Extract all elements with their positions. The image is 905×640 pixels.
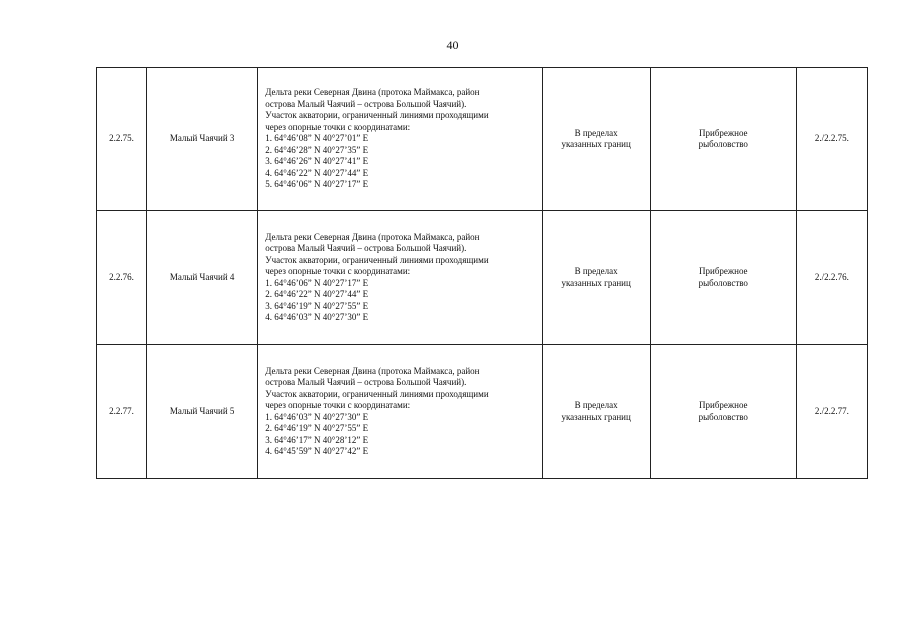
reference-cell: 2./2.2.77. bbox=[796, 345, 867, 479]
coordinate-point: 4. 64°45’59” N 40°27’42” E bbox=[265, 446, 369, 456]
area-name-cell: Малый Чаячий 3 bbox=[147, 68, 258, 211]
area-description-cell bbox=[258, 211, 542, 345]
purpose-line: рыболовство bbox=[698, 139, 748, 149]
table-row bbox=[97, 211, 868, 345]
reference-cell: 2./2.2.76. bbox=[796, 211, 867, 345]
coordinate-point: 2. 64°46’22” N 40°27’44” E bbox=[265, 289, 369, 299]
description-line: Дельта реки Северная Двина (протока Маймакса, район bbox=[265, 365, 480, 376]
description-line: через опорные точки с координатами: bbox=[265, 400, 411, 410]
purpose-line: рыболовство bbox=[698, 277, 748, 288]
boundaries-line: В пределах bbox=[574, 400, 618, 410]
boundaries-line: указанных границ bbox=[561, 277, 631, 288]
coordinate-point: 3. 64°46’17” N 40°28’12” E bbox=[265, 434, 369, 445]
coordinate-point: 5. 64°46’06” N 40°27’17” E bbox=[265, 179, 369, 190]
description-line: острова Малый Чаячий – острова Большой Чаячий). bbox=[265, 98, 467, 109]
description-line: Дельта реки Северная Двина (протока Маймакса, район bbox=[265, 87, 480, 98]
purpose-cell bbox=[650, 68, 796, 211]
boundaries-line: В пределах bbox=[574, 266, 618, 276]
boundaries-line: указанных границ bbox=[561, 139, 631, 149]
description-line: Участок акватории, ограниченный линиями проходящими bbox=[265, 110, 489, 121]
coordinate-point: 4. 64°46’22” N 40°27’44” E bbox=[265, 167, 369, 178]
coordinate-point: 2. 64°46’28” N 40°27’35” E bbox=[265, 144, 369, 155]
coordinate-point: 4. 64°46’03” N 40°27’30” E bbox=[265, 312, 369, 322]
row-number-cell: 2.2.76. bbox=[97, 211, 147, 345]
boundaries-cell bbox=[542, 211, 650, 345]
purpose-line: Прибрежное bbox=[699, 400, 748, 410]
purpose-line: рыболовство bbox=[698, 411, 748, 422]
coordinate-point: 1. 64°46’03” N 40°27’30” E bbox=[265, 411, 369, 422]
reference-cell: 2./2.2.75. bbox=[796, 68, 867, 211]
description-line: Дельта реки Северная Двина (протока Маймакса, район bbox=[265, 231, 480, 242]
area-name-cell: Малый Чаячий 4 bbox=[147, 211, 258, 345]
purpose-cell bbox=[650, 211, 796, 345]
boundaries-line: указанных границ bbox=[561, 411, 631, 422]
purpose-cell bbox=[650, 345, 796, 479]
row-number-cell: 2.2.75. bbox=[97, 68, 147, 211]
fishing-areas-table bbox=[96, 67, 868, 479]
coordinate-point: 2. 64°46’19” N 40°27’55” E bbox=[265, 423, 369, 433]
boundaries-line: В пределах bbox=[574, 127, 618, 138]
area-name-cell: Малый Чаячий 5 bbox=[147, 345, 258, 479]
area-description-cell bbox=[258, 345, 542, 479]
description-line: через опорные точки с координатами: bbox=[265, 121, 411, 132]
purpose-line: Прибрежное bbox=[699, 266, 748, 276]
purpose-line: Прибрежное bbox=[699, 127, 748, 138]
boundaries-cell bbox=[542, 345, 650, 479]
area-description-cell bbox=[258, 68, 542, 211]
table-row bbox=[97, 68, 868, 211]
row-number-cell: 2.2.77. bbox=[97, 345, 147, 479]
boundaries-cell bbox=[542, 68, 650, 211]
description-line: Участок акватории, ограниченный линиями проходящими bbox=[265, 388, 489, 399]
page-number: 40 bbox=[446, 38, 459, 52]
description-line: Участок акватории, ограниченный линиями проходящими bbox=[265, 254, 489, 265]
description-line: через опорные точки с координатами: bbox=[265, 266, 411, 276]
table-row bbox=[97, 345, 868, 479]
description-line: острова Малый Чаячий – острова Большой Чаячий). bbox=[265, 243, 467, 253]
coordinate-point: 3. 64°46’19” N 40°27’55” E bbox=[265, 300, 369, 311]
coordinate-point: 3. 64°46’26” N 40°27’41” E bbox=[265, 156, 369, 167]
coordinate-point: 1. 64°46’08” N 40°27’01” E bbox=[265, 133, 369, 144]
description-line: острова Малый Чаячий – острова Большой Чаячий). bbox=[265, 377, 467, 387]
coordinate-point: 1. 64°46’06” N 40°27’17” E bbox=[265, 277, 369, 288]
